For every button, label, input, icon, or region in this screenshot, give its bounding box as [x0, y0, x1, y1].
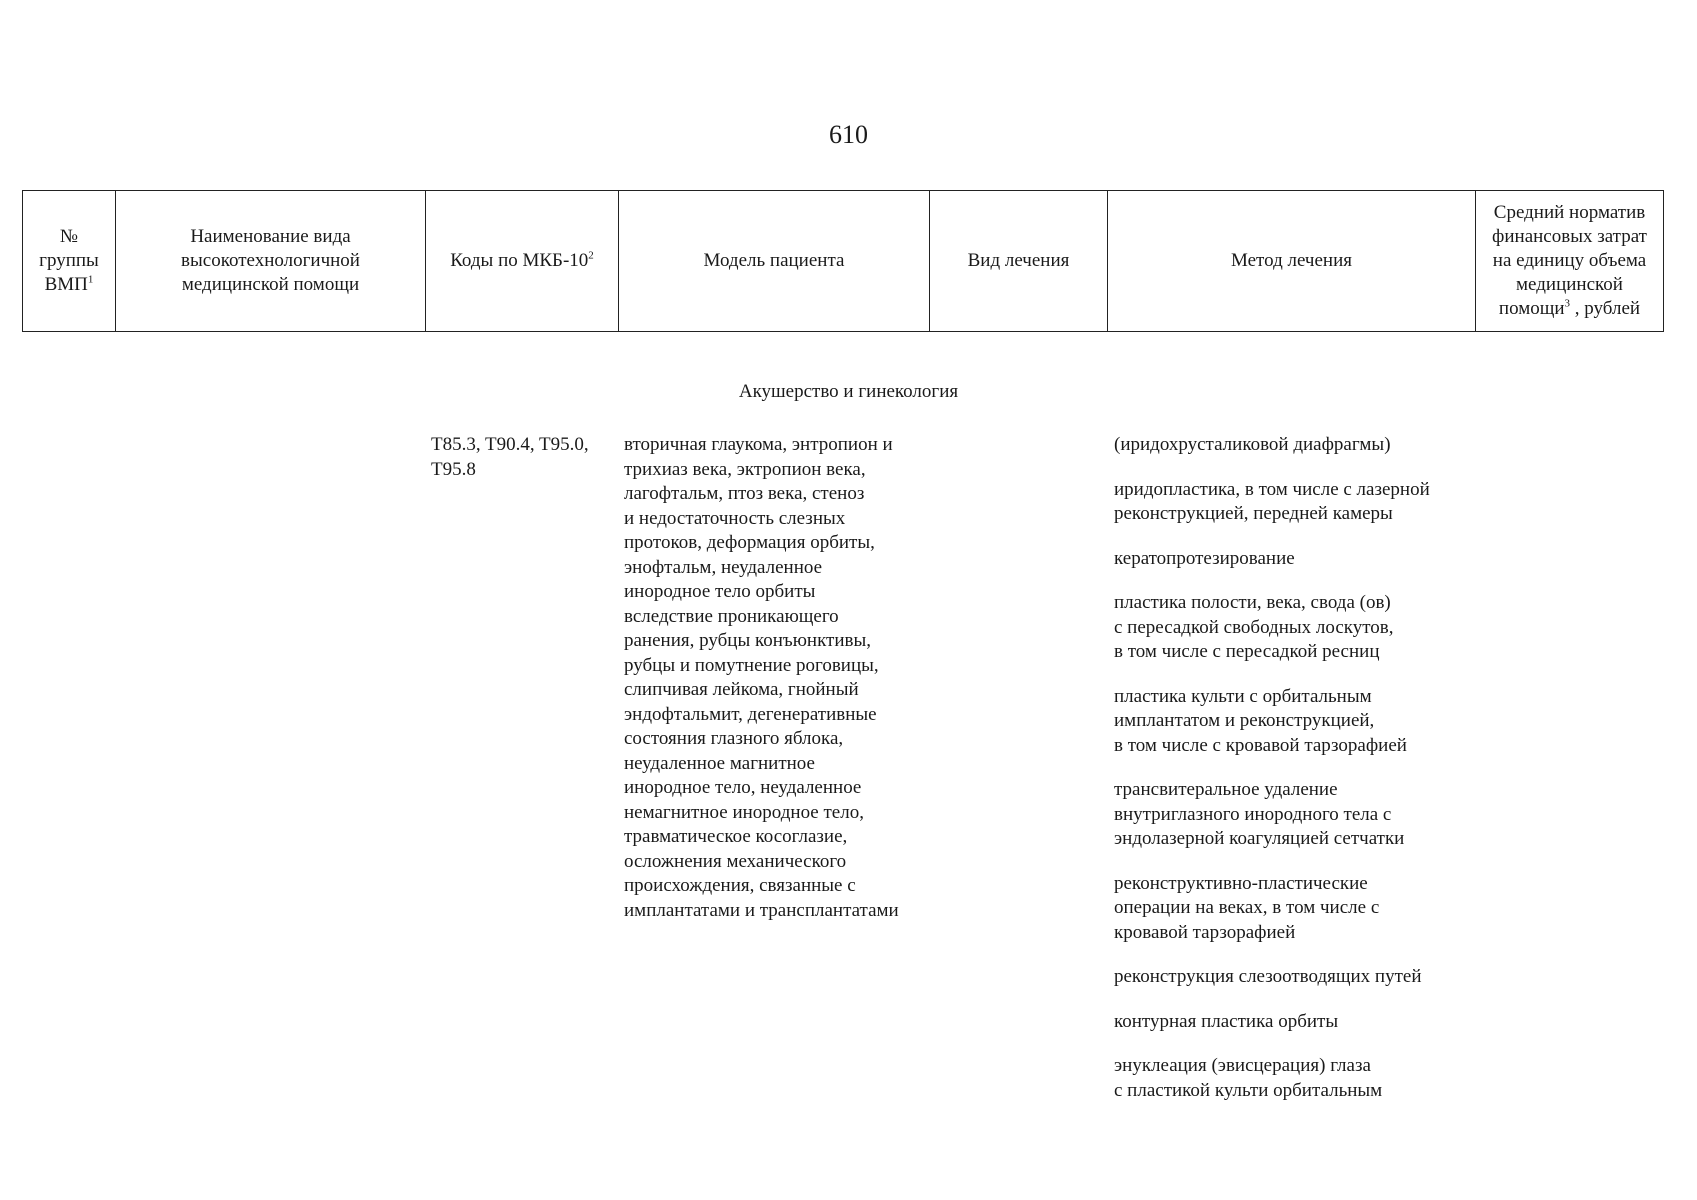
- header-average-cost-tail: , рублей: [1570, 298, 1641, 319]
- header-icd-codes-text: Коды по МКБ-10: [450, 250, 589, 271]
- method-item: кератопротезирование: [1114, 547, 1295, 569]
- treatment-methods-cell: [1114, 433, 1474, 1123]
- header-row: [23, 191, 1664, 332]
- method-item: реконструкция слезоотводящих путей: [1114, 966, 1422, 987]
- patient-model-cell: вторичная глаукома, энтропион и трихиаз века, эктропион века, лагофтальм, птоз века, стеноз и недостаточность слезных протоков, деформация орбиты, энофтальм, неудаленное инородное тело орбиты вследствие проникающего ранения, рубцы конъюнктивы, рубцы и помутнение роговицы, слипчивая лейкома, гнойный эндофтальмит, дегенеративные состояния глазного яблока, неудаленное магнитное инородное тело, неудаленное немагнитное инородное тело, травматическое косоглазие, осложнения механического происхождения, связанные с имплантатами и трансплантатами: [624, 434, 899, 921]
- header-treatment-method: Метод лечения: [1108, 191, 1476, 332]
- footnote-1: 1: [87, 273, 94, 286]
- method-item: пластика полости, века, свода (ов) с пересадкой свободных лоскутов, в том числе с пересадкой ресниц: [1114, 592, 1394, 662]
- method-item: (иридохрусталиковой диафрагмы): [1114, 434, 1391, 455]
- header-treatment-type: Вид лечения: [930, 191, 1108, 332]
- header-patient-model: Модель пациента: [619, 191, 930, 332]
- header-group-number-text: № группы ВМП: [39, 226, 99, 295]
- header-group-number: [23, 191, 116, 332]
- footnote-2: 2: [588, 249, 594, 262]
- method-item: контурная пластика орбиты: [1114, 1010, 1339, 1032]
- icd-codes-cell: T85.3, T90.4, T95.0, T95.8: [431, 434, 589, 480]
- header-icd-codes: [426, 191, 619, 332]
- page-number: 610: [829, 120, 868, 149]
- section-title: Акушерство и гинекология: [738, 381, 959, 402]
- header-average-cost: [1476, 191, 1664, 332]
- method-item: трансвитеральное удаление внутриглазного инородного тела с эндолазерной коагуляцией сетчатки: [1114, 779, 1405, 849]
- method-item: пластика культи с орбитальным имплантатом и реконструкцией, в том числе с кровавой тарзорафией: [1114, 685, 1407, 756]
- table-header: [22, 190, 1664, 332]
- header-care-type-name: Наименование вида высокотехнологичной медицинской помощи: [116, 191, 426, 332]
- method-item: реконструктивно-пластические операции на веках, в том числе с кровавой тарзорафией: [1114, 872, 1380, 943]
- header-average-cost-text: Средний норматив финансовых затрат на единицу объема медицинской помощи: [1492, 202, 1647, 319]
- method-item: энуклеация (эвисцерация) глаза с пластикой культи орбитальным: [1114, 1055, 1383, 1101]
- footnote-3: 3: [1564, 297, 1571, 310]
- method-item: иридопластика, в том числе с лазерной реконструкцией, передней камеры: [1114, 478, 1430, 524]
